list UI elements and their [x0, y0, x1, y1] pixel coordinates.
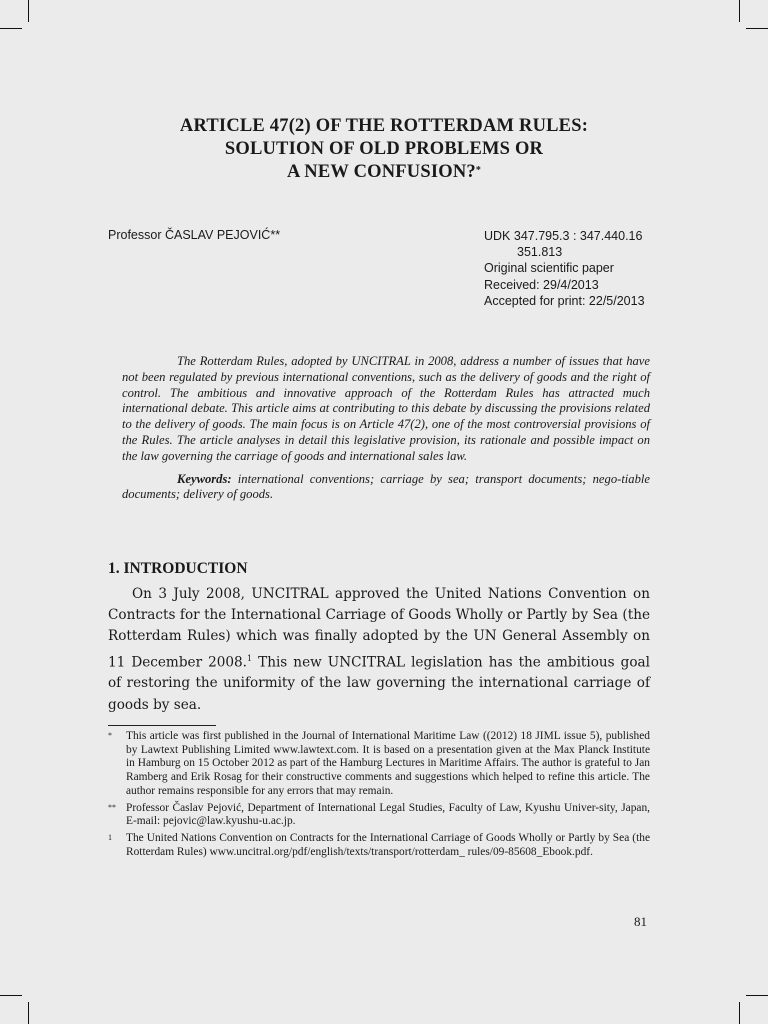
intro-paragraph [108, 584, 650, 716]
title-line-2: SOLUTION OF OLD PROBLEMS OR [224, 139, 544, 159]
footnote [108, 832, 650, 859]
article-title [108, 115, 660, 184]
crop-mark-top-left-horizontal [0, 28, 22, 29]
introduction-body [108, 584, 650, 716]
crop-mark-top-left-vertical [28, 0, 29, 22]
crop-mark-top-right-vertical [739, 0, 740, 22]
article-metadata [484, 228, 645, 309]
footnote-text: Professor Časlav Pejović, Department of International Legal Studies, Faculty of Law, Kyushu Univer-sity, Japan, E-mail: pejovic@law.kyushu-u.ac.jp. [126, 801, 650, 828]
title-line-3-text: A NEW CONFUSION? [286, 162, 476, 182]
paper-type: Original scientific paper [484, 261, 614, 276]
keywords-list: international conventions; carriage by sea; transport documents; nego-tiable documents; delivery of goods. [122, 471, 650, 502]
intro-text-part-1: On 3 July 2008, UNCITRAL approved the United Nations Convention on Contracts for the International Carriage of Goods Wholly or Partly by Sea (the Rotterdam Rules) which was finally adopted by the UN General Assembly on 11 December 2008. [108, 586, 650, 671]
crop-mark-bottom-left-vertical [28, 1002, 29, 1024]
title-line-3 [108, 161, 660, 184]
abstract-text: The Rotterdam Rules, adopted by UNCITRAL in 2008, address a number of issues that have not been regulated by previous international conventions, such as the delivery of goods and the right of control. The ambitious and innovative approach of the Rotterdam Rules has attracted much international debate. This article aims at contributing to this debate by discussing the provisions related to the delivery of goods. The main focus is on Article 47(2), one of the most controversial provisions of the Rules. The article analyses in detail this legislative provision, its rationale and possible impact on the law governing the carriage of goods and international sales law. [122, 354, 650, 463]
footnote [108, 730, 650, 799]
crop-mark-bottom-right-vertical [739, 1002, 740, 1024]
section-heading: 1. INTRODUCTION [108, 560, 248, 577]
udk-line-2: 351.813 [517, 245, 563, 260]
udk-line-1: UDK 347.795.3 : 347.440.16 [484, 229, 643, 243]
crop-mark-top-right-horizontal [746, 28, 768, 29]
crop-mark-bottom-right-horizontal [746, 995, 768, 996]
keywords [122, 472, 650, 504]
page-number: 81 [634, 914, 647, 929]
footnote [108, 802, 650, 829]
footnote-mark: ** [108, 802, 116, 812]
footnote-mark: 1 [108, 832, 112, 842]
title-line-1: ARTICLE 47(2) OF THE ROTTERDAM RULES: [179, 116, 589, 136]
author-line: Professor ČASLAV PEJOVIĆ** [108, 228, 281, 242]
abstract [122, 354, 650, 503]
footnote-text: The United Nations Convention on Contracts for the International Carriage of Goods Wholly or Partly by Sea (the Rotterdam Rules) www.uncitral.org/pdf/english/texts/transport/rotterdam_ rules/09-85608_Ebook.pdf. [126, 831, 650, 858]
footnote-text: This article was first published in the Journal of International Maritime Law ((2012) 18 JIML issue 5), published by Lawtext Publishing Limited www.lawtext.com. It is based on a presentation given at the Max Planck Institute in Hamburg on 15 October 2012 as part of the Hamburg Lectures in Maritime Affairs. The author is grateful to Jan Ramberg and Erik Rosag for their constructive comments and suggestions which helped to refine this article. The author remains responsible for any errors that may remain. [126, 730, 650, 797]
accepted-date: Accepted for print: 22/5/2013 [484, 293, 645, 308]
footnote-ref-1[interactable]: 1 [247, 653, 253, 663]
received-date: Received: 29/4/2013 [484, 277, 599, 292]
footnote-separator [108, 725, 216, 726]
intro-text-part-2: This new UNCITRAL legislation has the ambitious goal of restoring the uniformity of the law governing the international carriage of goods by sea. [108, 654, 651, 713]
footnotes [108, 730, 650, 862]
title-footnote-mark: * [475, 165, 482, 176]
crop-mark-bottom-left-horizontal [0, 995, 22, 996]
keywords-label: Keywords: [177, 471, 232, 486]
footnote-mark: * [108, 731, 112, 740]
